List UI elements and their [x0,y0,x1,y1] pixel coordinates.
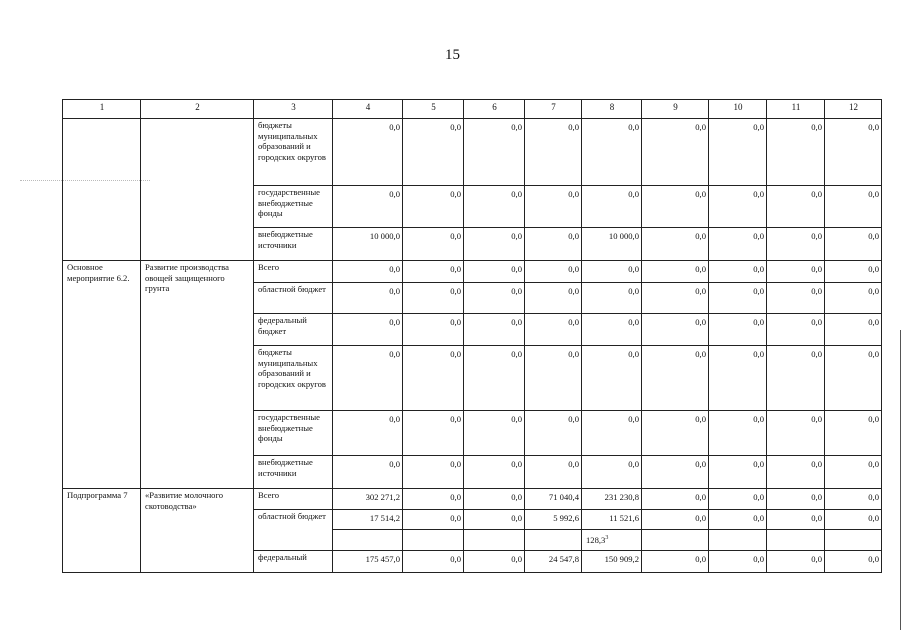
amount-cell: 0,0 [403,261,464,283]
amount-cell: 0,0 [525,314,582,346]
amount-cell: 0,0 [642,261,709,283]
amount-cell: 17 514,2 [333,510,403,530]
measure-name-cell: Подпрограмма 7 [63,489,141,573]
amount-cell: 0,0 [525,456,582,489]
amount-cell: 0,0 [582,186,642,228]
measure-description-cell [141,119,254,261]
amount-cell: 0,0 [709,261,767,283]
column-number-5: 5 [403,100,464,119]
amount-cell: 24 547,8 [525,551,582,573]
amount-cell: 0,0 [582,119,642,186]
amount-cell: 0,0 [709,510,767,530]
amount-cell: 302 271,2 [333,489,403,510]
amount-cell: 0,0 [525,283,582,314]
amount-cell: 0,0 [582,411,642,456]
amount-cell [709,530,767,551]
amount-cell [464,530,525,551]
amount-cell: 0,0 [464,283,525,314]
amount-cell: 0,0 [464,346,525,411]
amount-cell: 0,0 [709,489,767,510]
funding-source-cell: областной бюджет [254,510,333,551]
funding-source-cell: внебюджетные источники [254,228,333,261]
column-number-6: 6 [464,100,525,119]
funding-table [62,99,882,573]
amount-cell: 0,0 [825,119,882,186]
column-number-7: 7 [525,100,582,119]
amount-cell: 0,0 [403,489,464,510]
amount-cell: 0,0 [642,314,709,346]
column-number-11: 11 [767,100,825,119]
amount-cell: 231 230,8 [582,489,642,510]
amount-cell [825,530,882,551]
amount-cell: 0,0 [767,489,825,510]
amount-cell: 0,0 [825,261,882,283]
funding-source-cell: Всего [254,489,333,510]
amount-cell: 0,0 [709,411,767,456]
amount-cell: 0,0 [767,411,825,456]
amount-cell: 128,3$^3$ [582,530,642,551]
amount-cell: 0,0 [642,456,709,489]
amount-cell: 0,0 [525,261,582,283]
amount-cell: 150 909,2 [582,551,642,573]
amount-cell: 0,0 [825,228,882,261]
amount-cell: 0,0 [642,489,709,510]
amount-cell: 0,0 [403,186,464,228]
measure-description-cell: «Развитие молочного скотоводства» [141,489,254,573]
amount-cell: 0,0 [767,314,825,346]
amount-cell: 0,0 [825,346,882,411]
amount-cell: 0,0 [642,510,709,530]
amount-cell: 0,0 [825,510,882,530]
column-number-row [63,100,882,119]
amount-cell: 0,0 [333,314,403,346]
funding-source-cell: федеральный бюджет [254,314,333,346]
funding-source-cell: внебюджетные источники [254,456,333,489]
amount-cell: 0,0 [709,186,767,228]
amount-cell: 0,0 [642,186,709,228]
amount-cell: 0,0 [767,283,825,314]
footnote-marker: 3 [605,535,609,541]
funding-source-cell: Всего [254,261,333,283]
amount-cell [642,530,709,551]
column-number-4: 4 [333,100,403,119]
amount-cell: 0,0 [403,314,464,346]
amount-cell: 0,0 [464,411,525,456]
amount-cell: 0,0 [403,228,464,261]
table-row [63,119,882,186]
page-number: 15 [445,47,460,63]
amount-cell: 0,0 [333,186,403,228]
amount-cell: 0,0 [582,456,642,489]
amount-cell: 0,0 [642,551,709,573]
amount-cell [767,530,825,551]
column-number-1: 1 [63,100,141,119]
amount-cell: 0,0 [825,283,882,314]
amount-cell [525,530,582,551]
amount-cell: 0,0 [709,228,767,261]
amount-cell: 0,0 [709,551,767,573]
amount-cell: 0,0 [403,119,464,186]
funding-source-cell: федеральный [254,551,333,573]
amount-cell: 0,0 [403,283,464,314]
measure-description-cell: Развитие производства овощей защищенного грунта [141,261,254,489]
amount-cell: 0,0 [825,456,882,489]
funding-source-cell: государственные внебюджетные фонды [254,411,333,456]
measure-name-cell: Основное мероприятие 6.2. [63,261,141,489]
amount-cell: 0,0 [709,314,767,346]
amount-cell: 0,0 [525,228,582,261]
amount-cell: 0,0 [709,346,767,411]
amount-cell: 0,0 [464,228,525,261]
amount-cell: 0,0 [582,261,642,283]
column-number-3: 3 [254,100,333,119]
amount-cell: 0,0 [464,510,525,530]
amount-cell: 0,0 [642,411,709,456]
amount-cell: 0,0 [767,456,825,489]
amount-cell: 0,0 [709,283,767,314]
amount-cell: 0,0 [767,346,825,411]
column-number-2: 2 [141,100,254,119]
amount-cell: 0,0 [767,119,825,186]
amount-cell: 0,0 [825,186,882,228]
amount-cell: 0,0 [403,510,464,530]
amount-cell: 0,0 [525,346,582,411]
amount-cell: 0,0 [464,314,525,346]
amount-cell: 71 040,4 [525,489,582,510]
amount-cell: 0,0 [709,456,767,489]
amount-cell: 0,0 [403,411,464,456]
amount-cell: 0,0 [642,119,709,186]
amount-cell [333,530,403,551]
table-row [63,261,882,283]
amount-cell: 0,0 [582,314,642,346]
amount-cell: 0,0 [464,489,525,510]
amount-cell: 0,0 [525,119,582,186]
column-number-12: 12 [825,100,882,119]
amount-cell: 0,0 [333,346,403,411]
amount-cell: 0,0 [464,456,525,489]
measure-name-cell [63,119,141,261]
amount-cell: 5 992,6 [525,510,582,530]
amount-cell: 175 457,0 [333,551,403,573]
amount-cell: 0,0 [642,346,709,411]
amount-cell: 0,0 [767,551,825,573]
amount-cell: 0,0 [825,551,882,573]
amount-cell: 0,0 [403,456,464,489]
amount-cell: 0,0 [767,510,825,530]
amount-cell: 0,0 [333,283,403,314]
funding-source-cell: государственные внебюджетные фонды [254,186,333,228]
funding-source-cell: областной бюджет [254,283,333,314]
scan-edge-line [900,330,901,630]
amount-cell: 10 000,0 [333,228,403,261]
amount-cell: 0,0 [333,119,403,186]
amount-cell: 0,0 [464,551,525,573]
column-number-10: 10 [709,100,767,119]
funding-source-cell: бюджеты муниципальных образований и городских округов [254,119,333,186]
amount-cell [403,530,464,551]
amount-cell: 0,0 [825,411,882,456]
amount-cell: 0,0 [333,261,403,283]
table-row [63,489,882,510]
amount-cell: 10 000,0 [582,228,642,261]
amount-cell: 0,0 [333,411,403,456]
amount-cell: 0,0 [642,228,709,261]
amount-cell: 0,0 [825,314,882,346]
amount-cell: 0,0 [767,228,825,261]
amount-cell: 0,0 [333,456,403,489]
amount-cell: 0,0 [582,283,642,314]
funding-source-cell: бюджеты муниципальных образований и городских округов [254,346,333,411]
amount-cell: 0,0 [642,283,709,314]
amount-cell: 0,0 [464,186,525,228]
amount-cell: 11 521,6 [582,510,642,530]
amount-cell: 0,0 [525,186,582,228]
amount-cell: 0,0 [825,489,882,510]
amount-cell: 0,0 [525,411,582,456]
amount-cell: 0,0 [403,346,464,411]
amount-cell: 0,0 [767,186,825,228]
amount-cell: 0,0 [464,261,525,283]
column-number-8: 8 [582,100,642,119]
amount-cell: 0,0 [403,551,464,573]
amount-cell: 0,0 [582,346,642,411]
amount-cell: 0,0 [709,119,767,186]
column-number-9: 9 [642,100,709,119]
amount-cell: 0,0 [767,261,825,283]
amount-cell: 0,0 [464,119,525,186]
